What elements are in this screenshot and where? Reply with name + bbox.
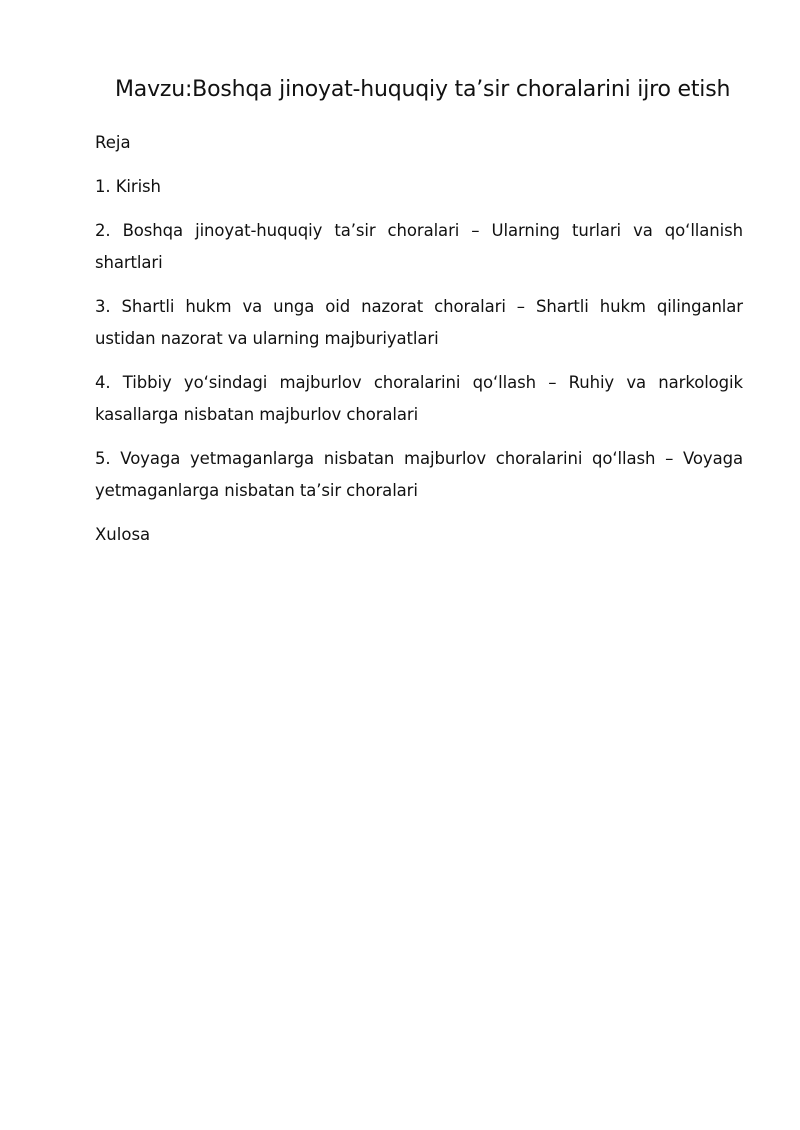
plan-item-medical-measures: 4. Tibbiy yo‘sindagi majburlov choralarini qo‘llash – Ruhiy va narkologik kasallarga nisbatan majburlov choralari (95, 373, 743, 424)
plan-item-conditional-sentence: 3. Shartli hukm va unga oid nazorat choralari – Shartli hukm qilinganlar ustidan nazorat va ularning majburiyatlari (95, 297, 743, 348)
plan-item-juvenile-measures: 5. Voyaga yetmaganlarga nisbatan majburlov choralarini qo‘llash – Voyaga yetmaganlarga nisbatan ta’sir choralari (95, 449, 743, 500)
plan-item-introduction: 1. Kirish (95, 177, 161, 196)
plan-heading: Reja (95, 133, 131, 152)
document-title: Mavzu:Boshqa jinoyat-huquqiy ta’sir choralarini ijro etish (115, 77, 731, 102)
conclusion-heading: Xulosa (95, 525, 151, 544)
plan-list (95, 171, 743, 507)
plan-item-other-measures: 2. Boshqa jinoyat-huquqiy ta’sir choralari – Ularning turlari va qo‘llanish shartlari (95, 221, 743, 272)
